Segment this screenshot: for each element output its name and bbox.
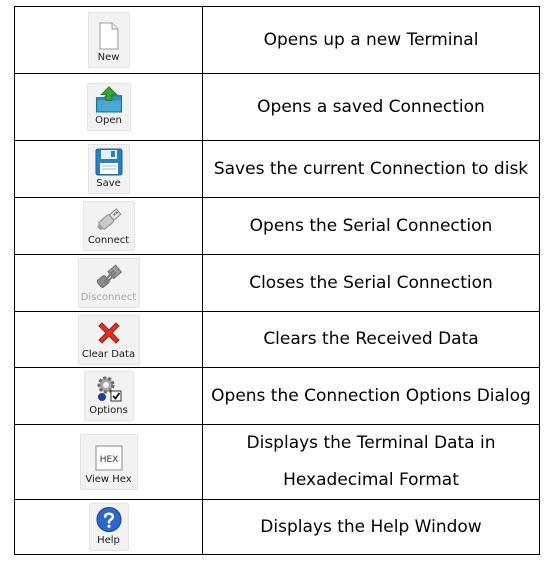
button-label: Help xyxy=(97,535,120,546)
table-row xyxy=(15,7,540,74)
icon-cell xyxy=(15,425,203,500)
hex-box-icon xyxy=(94,444,124,472)
usb-plug-icon xyxy=(94,205,124,233)
button-label: View Hex xyxy=(85,474,132,485)
icon-cell xyxy=(15,500,203,555)
icon-cell xyxy=(15,141,203,198)
table-row xyxy=(15,312,540,368)
button-label: Disconnect xyxy=(80,292,137,303)
icon-cell xyxy=(15,7,203,74)
toolbar-help-table xyxy=(14,6,540,555)
table-row xyxy=(15,368,540,425)
icon-cell xyxy=(15,74,203,141)
view-hex-button[interactable] xyxy=(80,434,138,490)
usb-disconnect-icon xyxy=(94,262,124,290)
table-row xyxy=(15,198,540,255)
description-line: Hexadecimal Format xyxy=(283,470,459,490)
button-label: Open xyxy=(95,115,122,126)
description: Opens the Connection Options Dialog xyxy=(203,368,540,425)
save-button[interactable] xyxy=(88,144,130,194)
description: Clears the Received Data xyxy=(203,312,540,368)
open-folder-icon xyxy=(94,86,124,113)
new-document-icon xyxy=(98,22,120,50)
help-button[interactable] xyxy=(89,503,129,551)
description xyxy=(203,425,540,500)
options-button[interactable] xyxy=(84,371,134,421)
table-row xyxy=(15,141,540,198)
red-x-icon xyxy=(95,319,123,347)
button-label: Options xyxy=(89,405,128,416)
gears-icon xyxy=(95,375,123,403)
icon-cell xyxy=(15,312,203,368)
description-line: Displays the Terminal Data in xyxy=(246,433,496,453)
button-label: Save xyxy=(96,178,121,189)
description: Opens up a new Terminal xyxy=(203,7,540,74)
button-label: New xyxy=(97,52,120,63)
new-button[interactable] xyxy=(88,12,130,68)
question-mark-icon xyxy=(95,506,123,533)
icon-cell xyxy=(15,368,203,425)
description: Closes the Serial Connection xyxy=(203,255,540,312)
table-row xyxy=(15,425,540,500)
icon-cell xyxy=(15,255,203,312)
button-label: Connect xyxy=(87,235,130,246)
icon-cell xyxy=(15,198,203,255)
floppy-disk-icon xyxy=(95,148,123,176)
description: Opens a saved Connection xyxy=(203,74,540,141)
description: Displays the Help Window xyxy=(203,500,540,555)
connect-button[interactable] xyxy=(83,201,135,251)
table-row xyxy=(15,255,540,312)
open-button[interactable] xyxy=(87,83,131,131)
button-label: Clear Data xyxy=(81,348,136,360)
description: Saves the current Connection to disk xyxy=(203,141,540,198)
table-row xyxy=(15,74,540,141)
disconnect-button[interactable] xyxy=(78,258,140,308)
clear-data-button[interactable] xyxy=(78,315,140,365)
description: Opens the Serial Connection xyxy=(203,198,540,255)
table-row xyxy=(15,500,540,555)
hex-icon-text: HEX xyxy=(99,455,118,465)
